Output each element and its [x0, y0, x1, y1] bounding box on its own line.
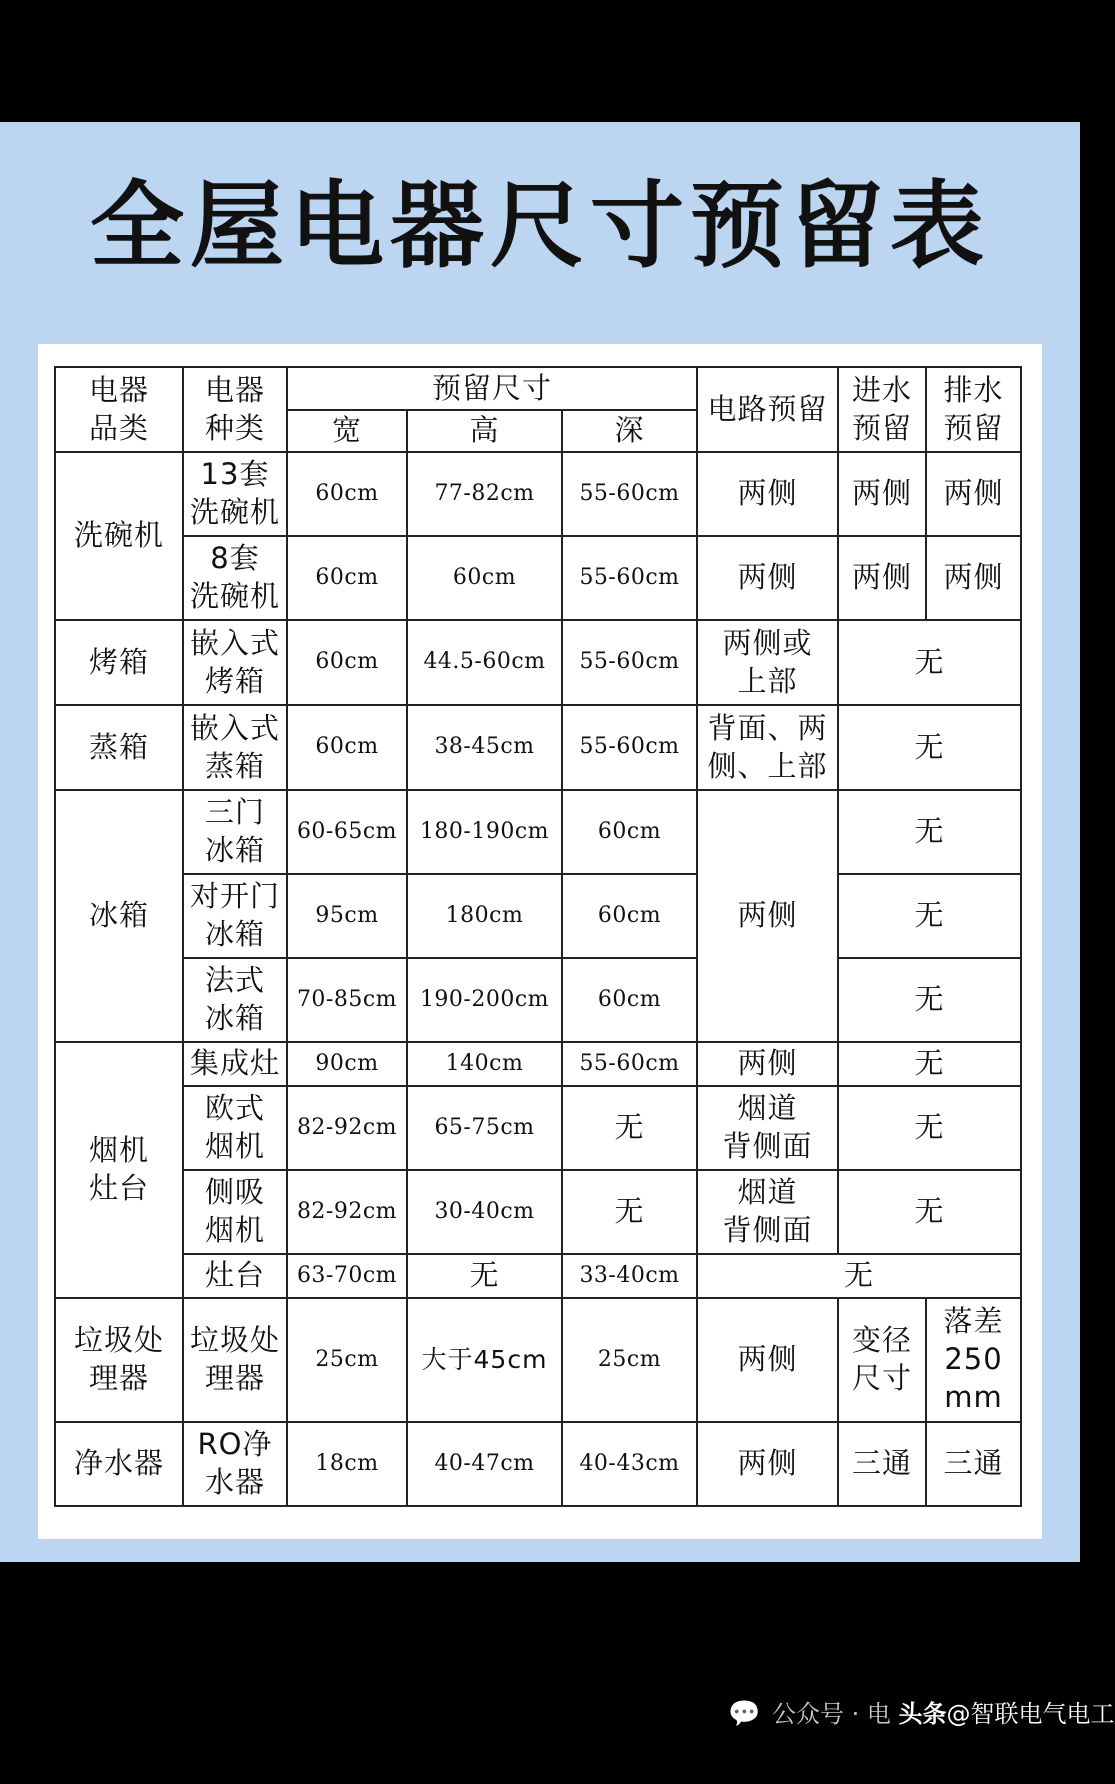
table-row: [55, 620, 1021, 705]
table-row: [55, 1422, 1021, 1506]
type-cell: 8套 洗碗机: [183, 536, 287, 620]
category-cell: 洗碗机: [55, 452, 183, 620]
type-cell: 侧吸 烟机: [183, 1170, 287, 1254]
water-cell: 无: [838, 705, 1021, 790]
table-row: [55, 1298, 1021, 1422]
height-cell: 无: [407, 1254, 562, 1298]
type-cell: 嵌入式 蒸箱: [183, 705, 287, 790]
type-cell: RO净 水器: [183, 1422, 287, 1506]
rest-cell: 无: [697, 1254, 1021, 1298]
water-in-cell: 三通: [838, 1422, 926, 1506]
power-cell: 两侧: [697, 1042, 838, 1086]
category-cell: 蒸箱: [55, 705, 183, 790]
watermark-source: 头条: [898, 1700, 947, 1728]
type-cell: 欧式 烟机: [183, 1086, 287, 1170]
header-type: 电器 种类: [183, 367, 287, 452]
table-row: [55, 536, 1021, 620]
height-cell: 140cm: [407, 1042, 562, 1086]
header-row: [55, 367, 1021, 410]
category-cell: 烤箱: [55, 620, 183, 705]
category-cell: 冰箱: [55, 790, 183, 1042]
depth-cell: 60cm: [562, 874, 697, 958]
water-out-cell: 落差 250 mm: [926, 1298, 1021, 1422]
watermark-prefix: 公众号 · 电: [772, 1700, 891, 1728]
width-cell: 82-92cm: [287, 1170, 407, 1254]
power-cell: 烟道 背侧面: [697, 1086, 838, 1170]
power-cell: 烟道 背侧面: [697, 1170, 838, 1254]
category-cell: 净水器: [55, 1422, 183, 1506]
water-out-cell: 两侧: [926, 536, 1021, 620]
table-row: [55, 1254, 1021, 1298]
header-category: 电器 品类: [55, 367, 183, 452]
width-cell: 90cm: [287, 1042, 407, 1086]
type-cell: 垃圾处 理器: [183, 1298, 287, 1422]
type-cell: 对开门 冰箱: [183, 874, 287, 958]
width-cell: 60cm: [287, 452, 407, 536]
table-row: [55, 1042, 1021, 1086]
table-row: [55, 874, 1021, 958]
table-row: [55, 452, 1021, 536]
depth-cell: 55-60cm: [562, 620, 697, 705]
power-cell: 两侧或 上部: [697, 620, 838, 705]
width-cell: 95cm: [287, 874, 407, 958]
depth-cell: 无: [562, 1170, 697, 1254]
type-cell: 三门 冰箱: [183, 790, 287, 874]
height-cell: 大于45cm: [407, 1298, 562, 1422]
table-row: [55, 958, 1021, 1042]
header-height: 高: [407, 410, 562, 452]
power-cell: 两侧: [697, 790, 838, 1042]
type-cell: 嵌入式 烤箱: [183, 620, 287, 705]
depth-cell: 无: [562, 1086, 697, 1170]
height-cell: 180cm: [407, 874, 562, 958]
height-cell: 30-40cm: [407, 1170, 562, 1254]
table-row: [55, 790, 1021, 874]
power-cell: 两侧: [697, 536, 838, 620]
width-cell: 60cm: [287, 620, 407, 705]
water-cell: 无: [838, 620, 1021, 705]
width-cell: 63-70cm: [287, 1254, 407, 1298]
depth-cell: 55-60cm: [562, 536, 697, 620]
water-in-cell: 变径 尺寸: [838, 1298, 926, 1422]
height-cell: 77-82cm: [407, 452, 562, 536]
bottom-black-bar: [0, 1562, 1080, 1784]
page-title: 全屋电器尺寸预留表: [89, 172, 990, 281]
category-cell: 垃圾处 理器: [55, 1298, 183, 1422]
water-cell: 无: [838, 790, 1021, 874]
header-power: 电路预留: [697, 367, 838, 452]
category-cell: 烟机 灶台: [55, 1042, 183, 1298]
table-row: [55, 1086, 1021, 1170]
water-in-cell: 两侧: [838, 452, 926, 536]
height-cell: 60cm: [407, 536, 562, 620]
power-cell: 两侧: [697, 452, 838, 536]
top-black-bar: [0, 0, 1080, 122]
type-cell: 灶台: [183, 1254, 287, 1298]
width-cell: 82-92cm: [287, 1086, 407, 1170]
depth-cell: 33-40cm: [562, 1254, 697, 1298]
water-cell: 无: [838, 1086, 1021, 1170]
wechat-icon: 💬: [728, 1699, 761, 1729]
depth-cell: 60cm: [562, 958, 697, 1042]
width-cell: 70-85cm: [287, 958, 407, 1042]
depth-cell: 25cm: [562, 1298, 697, 1422]
header-depth: 深: [562, 410, 697, 452]
type-cell: 13套 洗碗机: [183, 452, 287, 536]
height-cell: 44.5-60cm: [407, 620, 562, 705]
depth-cell: 55-60cm: [562, 1042, 697, 1086]
power-cell: 两侧: [697, 1422, 838, 1506]
table-row: [55, 1170, 1021, 1254]
water-out-cell: 两侧: [926, 452, 1021, 536]
width-cell: 60cm: [287, 536, 407, 620]
height-cell: 40-47cm: [407, 1422, 562, 1506]
table-card: [38, 344, 1042, 1539]
watermark-brand: @智联电气电工: [946, 1700, 1115, 1728]
type-cell: 集成灶: [183, 1042, 287, 1086]
depth-cell: 55-60cm: [562, 452, 697, 536]
depth-cell: 55-60cm: [562, 705, 697, 790]
depth-cell: 40-43cm: [562, 1422, 697, 1506]
header-size: 预留尺寸: [287, 367, 697, 410]
width-cell: 60cm: [287, 705, 407, 790]
height-cell: 65-75cm: [407, 1086, 562, 1170]
height-cell: 38-45cm: [407, 705, 562, 790]
width-cell: 60-65cm: [287, 790, 407, 874]
height-cell: 190-200cm: [407, 958, 562, 1042]
width-cell: 25cm: [287, 1298, 407, 1422]
depth-cell: 60cm: [562, 790, 697, 874]
water-cell: 无: [838, 874, 1021, 958]
power-cell: 背面、两 侧、上部: [697, 705, 838, 790]
header-width: 宽: [287, 410, 407, 452]
type-cell: 法式 冰箱: [183, 958, 287, 1042]
table-row: [55, 705, 1021, 790]
height-cell: 180-190cm: [407, 790, 562, 874]
water-cell: 无: [838, 958, 1021, 1042]
power-cell: 两侧: [697, 1298, 838, 1422]
water-in-cell: 两侧: [838, 536, 926, 620]
header-water-in: 进水 预留: [838, 367, 926, 452]
water-out-cell: 三通: [926, 1422, 1021, 1506]
poster: [0, 122, 1080, 1562]
water-cell: 无: [838, 1170, 1021, 1254]
appliance-size-table: [54, 366, 1022, 1507]
watermark: [772, 1700, 1115, 1728]
water-cell: 无: [838, 1042, 1021, 1086]
header-water-out: 排水 预留: [926, 367, 1021, 452]
width-cell: 18cm: [287, 1422, 407, 1506]
